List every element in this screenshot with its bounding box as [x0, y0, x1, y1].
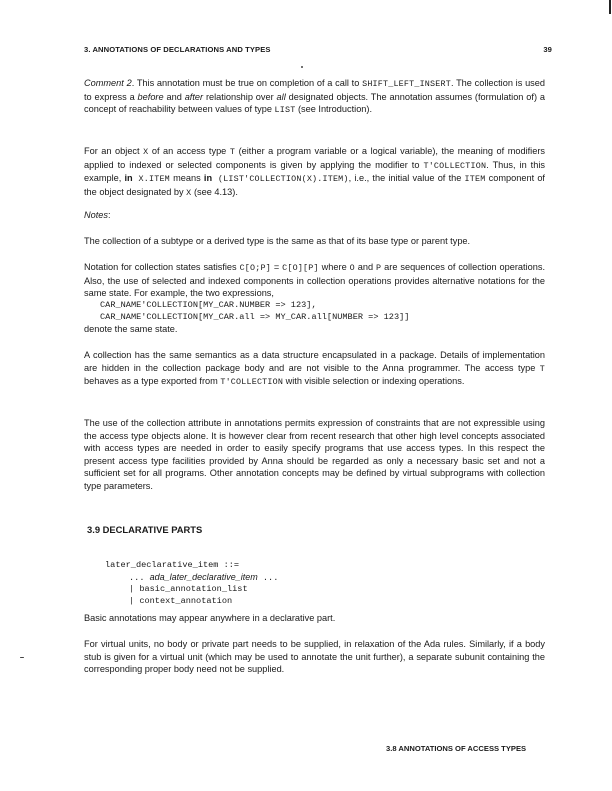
note-4: The use of the collection attribute in annotations permits expression of constraints that are not expressible using the access type objects alone. It is however clear from recent research that other high level concepts associated with access types are needed in order to easily specify programs that use access types. In this respect the present access type facilities provided by Anna should be regarded as only a necessary basic set and not a sufficient set for all programs. Other annotation concepts may be defined by virtual subprograms with collection type parameters. — [84, 418, 545, 491]
note-2-conclusion: denote the same state. — [84, 324, 178, 334]
scan-speck — [301, 66, 303, 68]
section-paragraph-2: For virtual units, no body or private part needs to be supplied, in relaxation of the Ada rules. Similarly, if a body stub is given for a virtual unit (which may be used to annotate the unit further), a separate subunit containing the corresponding proper body need not be supplied. — [84, 639, 545, 675]
section-paragraph-1: Basic annotations may appear anywhere in a declarative part. — [84, 613, 336, 623]
note-3: A collection has the same semantics as a data structure encapsulated in a package. Details of implementation are hidden in the collection package body and are not visible to the Anna programmer. The access type T behaves as a type exported from T'COLLECTION with visible selection or indexing operations. — [84, 350, 545, 388]
scan-speck — [20, 657, 24, 658]
chapter-title: 3. ANNOTATIONS OF DECLARATIONS AND TYPES — [84, 45, 271, 54]
code-example-1: CAR_NAME'COLLECTION[MY_CAR.NUMBER => 123], — [100, 300, 317, 310]
grammar-alt-context: | context_annotation — [129, 596, 233, 606]
code-ref: SHIFT_LEFT_INSERT — [362, 79, 451, 89]
code-example-2: CAR_NAME'COLLECTION[MY_CAR.all => MY_CAR.all[NUMBER => 123]] — [100, 312, 410, 322]
comment-paragraph: Comment 2. This annotation must be true on completion of a call to SHIFT_LEFT_INSERT. The collection is used to express a before and after relationship over all designated objects. The annotation assumes (formulation of) a concept of reachability between values of type LIST (see Introduction). — [84, 78, 545, 116]
note-2: Notation for collection states satisfies C[O;P] = C[O][P] where O and P are sequences of collection operations. Also, the use of selected and indexed components in collection operations provides alternative notations for the same state. For example, the two expressions, — [84, 262, 545, 299]
scan-edge-mark — [609, 0, 611, 14]
code-ref: LIST — [274, 105, 296, 116]
running-header — [84, 45, 552, 54]
object-paragraph: For an object X of an access type T (either a program variable or a logical variable), the meaning of modifiers applied to indexed or selected components is given by applying the modifier to T'COLLECTION. Thus, in this example, in X.ITEM means in (LIST'COLLECTION(X).ITEM), i.e., the initial value of the ITEM component of the object designated by X (see 4.13). — [84, 146, 545, 198]
page-number: 39 — [543, 45, 552, 54]
grammar-rule-head: later_declarative_item ::= — [105, 560, 240, 570]
note-1: The collection of a subtype or a derived type is the same as that of its base type or parent type. — [84, 236, 471, 246]
grammar-alt-ada: ... ada_later_declarative_item ... — [129, 572, 279, 583]
grammar-alt-basic: | basic_annotation_list — [129, 584, 248, 594]
running-footer: 3.8 ANNOTATIONS OF ACCESS TYPES — [386, 744, 527, 753]
notes-label: Notes: — [84, 210, 111, 220]
comment-label: Comment 2 — [84, 78, 132, 88]
section-heading: 3.9 DECLARATIVE PARTS — [87, 524, 203, 535]
